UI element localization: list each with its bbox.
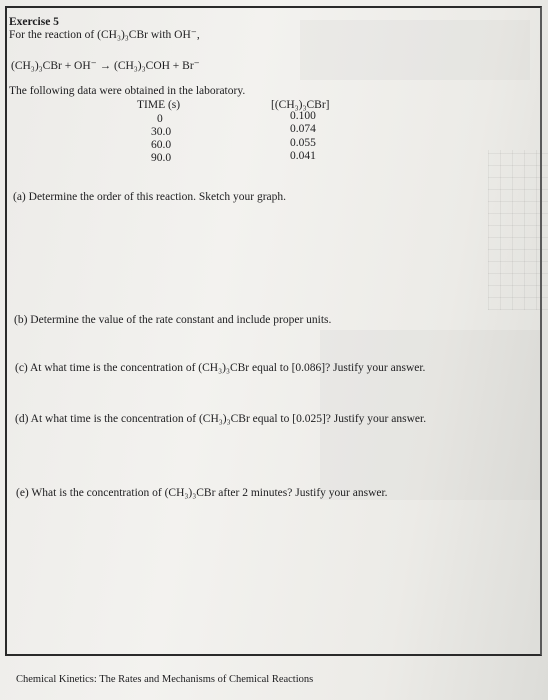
table-cell-time: 90.0 <box>151 152 172 164</box>
question-a: (a) Determine the order of this reaction. Sketch your graph. <box>13 191 287 203</box>
table-header-time: TIME (s) <box>137 99 181 111</box>
table-cell-concentration: 0.055 <box>290 137 316 149</box>
table-cell-concentration: 0.074 <box>290 123 316 135</box>
data-intro: The following data were obtained in the laboratory. <box>9 85 246 97</box>
question-b: (b) Determine the value of the rate constant and include proper units. <box>14 314 332 326</box>
table-cell-concentration: 0.100 <box>290 110 316 122</box>
reaction-intro: For the reaction of (CH₃)₃CBr with OH⁻, <box>9 29 200 41</box>
table-header-concentration: [(CH₃)₃CBr] <box>271 99 330 111</box>
table-cell-time: 30.0 <box>151 126 172 138</box>
table-cell-concentration: 0.041 <box>290 150 316 162</box>
question-e: (e) What is the concentration of (CH₃)₃CBr after 2 minutes? Justify your answer. <box>16 487 388 499</box>
exercise-title: Exercise 5 <box>9 16 59 28</box>
question-c: (c) At what time is the concentration of (CH₃)₃CBr equal to [0.086]? Justify your answer. <box>15 362 426 374</box>
page-footer: Chemical Kinetics: The Rates and Mechanisms of Chemical Reactions <box>16 674 314 685</box>
table-cell-time: 60.0 <box>151 139 172 151</box>
table-cell-time: 0 <box>157 113 163 125</box>
question-d: (d) At what time is the concentration of (CH₃)₃CBr equal to [0.025]? Justify your answer. <box>15 413 427 425</box>
reaction-equation: (CH₃)₃CBr + OH⁻ → (CH₃)₃COH + Br⁻ <box>11 60 200 72</box>
